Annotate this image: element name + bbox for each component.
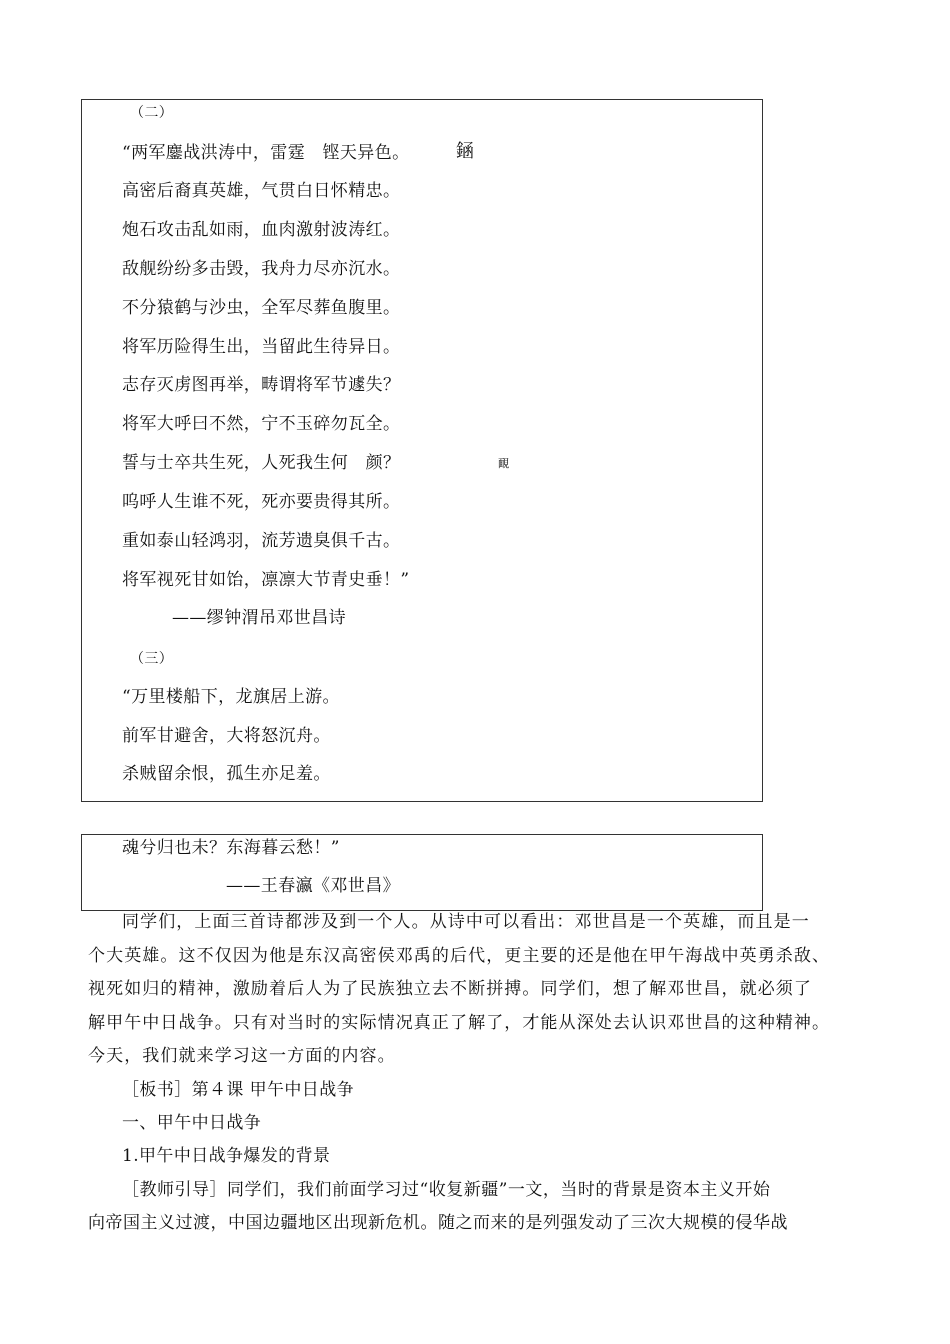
poem2-line-9: 誓与士卒共生死，人死我生何 颜？ [122,453,401,473]
section-heading-1: 一、甲午中日战争 [122,1113,262,1133]
poem2-line-1: “两军鏖战洪涛中，雷霆 铿天异色。 [122,143,410,163]
paragraph1-line-2: 个大英雄。这不仅因为他是东汉高密侯邓禹的后代，更主要的还是他在甲午海战中英勇杀敌、 [88,946,831,966]
poem2-line-10: 呜呼人生谁不死，死亦要贵得其所。 [122,492,401,512]
poem3-heading: （三） [130,651,174,667]
poem2-line-2: 高密后裔真英雄，气贯白日怀精忠。 [122,181,401,201]
margin-glyph-2: 靦 [498,457,509,470]
poem2-line-6: 将军历险得生出，当留此生待异日。 [122,337,401,357]
poem2-line-4: 敌舰纷纷多击毁，我舟力尽亦沉水。 [122,259,401,279]
poem3-line-2: 前军甘避舍，大将怒沉舟。 [122,726,331,746]
margin-glyph-1: 䤴 [456,141,474,162]
board-note: ［板书］第４课 甲午中日战争 [122,1080,355,1100]
paragraph1-line-3: 视死如归的精神，激励着后人为了民族独立去不断拼搏。同学们，想了解邓世昌，就必须了 [88,979,812,999]
poem3-line-1: “万里楼船下，龙旗居上游。 [122,687,340,707]
poem2-line-11: 重如泰山轻鸿羽，流芳遗臭俱千古。 [122,531,401,551]
paragraph1-line-4: 解甲午中日战争。只有对当时的实际情况真正了解了，才能从深处去认识邓世昌的这种精神。 [88,1013,831,1033]
paragraph2-line-2: 向帝国主义过渡，中国边疆地区出现新危机。随之而来的是列强发动了三次大规模的侵华战 [88,1213,788,1233]
poem3-line-3: 杀贼留余恨，孤生亦足羞。 [122,764,331,784]
poem2-attribution: ——缪钟渭吊邓世昌诗 [172,608,346,628]
subsection-heading-1: 1.甲午中日战争爆发的背景 [122,1146,331,1166]
poem2-line-7: 志存灭虏图再举，畴谓将军节遽失？ [122,375,401,395]
paragraph1-line-1: 同学们，上面三首诗都涉及到一个人。从诗中可以看出：邓世昌是一个英雄，而且是一 [122,912,810,932]
poem2-line-12: 将军视死甘如饴，凛凛大节青史垂！” [122,570,410,590]
paragraph1-line-5: 今天，我们就来学习这一方面的内容。 [88,1046,396,1066]
poem2-line-8: 将军大呼曰不然，宁不玉碎勿瓦全。 [122,414,401,434]
poem2-heading: （二） [130,105,174,121]
paragraph2-line-1: ［教师引导］同学们，我们前面学习过“收复新疆”一文，当时的背景是资本主义开始 [122,1180,771,1200]
poem2-line-3: 炮石攻击乱如雨，血肉激射波涛红。 [122,220,401,240]
poem2-line-5: 不分猿鹤与沙虫，全军尽葬鱼腹里。 [122,298,401,318]
poem3-line-4: 魂兮归也未？东海暮云愁！” [122,838,340,858]
poem3-attribution: ——王春瀛《邓世昌》 [226,876,400,896]
